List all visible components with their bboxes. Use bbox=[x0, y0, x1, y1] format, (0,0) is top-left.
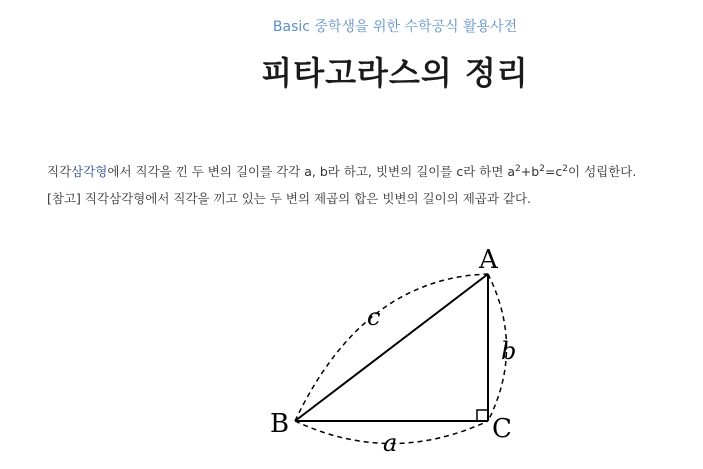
note-paragraph: [참고] 직각삼각형에서 직각을 끼고 있는 두 변의 제곱의 합은 빗변의 길이의 제곱과 같다. bbox=[47, 191, 532, 206]
vertex-c-label: C bbox=[492, 414, 512, 444]
exponent: 2 bbox=[539, 164, 545, 174]
hypotenuse-line bbox=[295, 274, 488, 421]
right-angle-marker bbox=[477, 410, 488, 421]
content-body bbox=[47, 158, 697, 212]
exponent: 2 bbox=[562, 164, 569, 174]
triangle-link[interactable]: 삼각형 bbox=[71, 164, 108, 179]
side-c-label: c bbox=[367, 303, 381, 331]
text-segment: 이 성립한다. bbox=[568, 164, 637, 179]
vertex-b-label: B bbox=[270, 409, 290, 439]
theorem-paragraph bbox=[47, 158, 697, 185]
side-b-label: b bbox=[501, 337, 517, 365]
text-segment: 에서 직각을 낀 두 변의 길이를 각각 a, b라 하고, 빗변의 길이를 c라 하면 a bbox=[107, 164, 516, 179]
right-triangle-diagram bbox=[255, 238, 535, 469]
text-segment: =c bbox=[544, 164, 563, 179]
page-title: 피타고라스의 정리 bbox=[261, 54, 529, 92]
page-subtitle: Basic 중학생을 위한 수학공식 활용사전 bbox=[272, 19, 518, 35]
vertex-a-label: A bbox=[479, 245, 498, 275]
exponent: 2 bbox=[515, 164, 521, 174]
text-segment: 직각 bbox=[47, 164, 72, 179]
side-a-label: a bbox=[383, 429, 398, 457]
text-segment: +b bbox=[520, 164, 540, 179]
